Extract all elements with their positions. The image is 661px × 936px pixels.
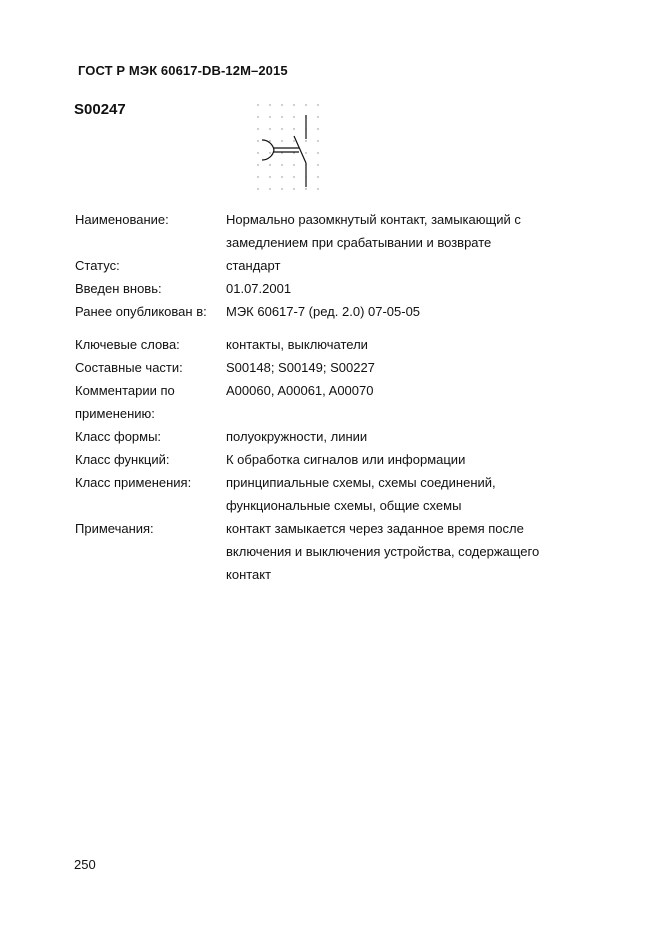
contact-symbol-lines [262,115,306,187]
field-value: полуокружности, линии [226,429,368,444]
grid-dot [305,104,306,105]
symbol-figure [252,99,324,195]
grid-dot [269,116,270,117]
grid-dot [317,164,318,165]
grid-dot [269,128,270,129]
contact-symbol-drawing [252,99,324,195]
grid-dot [293,164,294,165]
grid-dot [269,104,270,105]
field-label: применению: [75,406,155,421]
grid-dot [305,152,306,153]
grid-dot [305,188,306,189]
field-label: Комментарии по [75,383,175,398]
field-value: 01.07.2001 [226,281,292,296]
field-value: Нормально разомкнутый контакт, замыкающий с [226,212,521,227]
field-label: Наименование: [75,212,169,227]
grid-dot [257,164,258,165]
grid-dot [269,140,270,141]
grid-dot [257,176,258,177]
grid-dot [317,188,318,189]
grid-dot [257,140,258,141]
field-label: Введен вновь: [75,281,162,296]
grid-dot [281,164,282,165]
field-label: Класс применения: [75,475,192,490]
field-value: замедлением при срабатывании и возврате [226,235,492,250]
field-label: Класс функций: [75,452,170,467]
grid-dot [257,188,258,189]
grid-dot [281,188,282,189]
grid-dot [257,152,258,153]
field-value: A00060, A00061, A00070 [226,383,374,398]
field-value: контакт замыкается через заданное время после [226,521,524,536]
field-value: МЭК 60617-7 (ред. 2.0) 07-05-05 [226,304,421,319]
field-label: Класс формы: [75,429,162,444]
grid-dot [281,176,282,177]
grid-dot [293,188,294,189]
grid-dot [257,104,258,105]
field-value: К обработка сигналов или информации [226,452,466,467]
grid-dot [281,140,282,141]
grid-dot [281,116,282,117]
grid-dots [257,104,318,189]
grid-dot [317,152,318,153]
field-value: контакт [226,567,272,582]
grid-dot [257,116,258,117]
grid-dot [317,176,318,177]
grid-dot [281,104,282,105]
grid-dot [269,164,270,165]
field-label: Ранее опубликован в: [75,304,207,319]
field-label: Статус: [75,258,120,273]
field-label: Ключевые слова: [75,337,180,352]
field-value: функциональные схемы, общие схемы [226,498,462,513]
grid-dot [257,128,258,129]
grid-dot [317,128,318,129]
grid-dot [293,128,294,129]
grid-dot [317,104,318,105]
document-header: ГОСТ Р МЭК 60617-DB-12M–2015 [78,63,288,78]
delay-arc-lower [262,150,274,160]
grid-dot [269,188,270,189]
grid-dot [317,140,318,141]
grid-dot [293,104,294,105]
field-value: контакты, выключатели [226,337,368,352]
field-value: S00148; S00149; S00227 [226,360,375,375]
grid-dot [293,140,294,141]
field-value: стандарт [226,258,281,273]
field-value: принципиальные схемы, схемы соединений, [226,475,496,490]
grid-dot [281,128,282,129]
grid-dot [269,152,270,153]
page-number: 250 [74,857,96,872]
grid-dot [317,116,318,117]
contact-blade-line [294,136,306,163]
grid-dot [305,140,306,141]
delay-arc-upper [262,140,274,150]
field-value: включения и выключения устройства, содержащего [226,544,540,559]
field-label: Примечания: [75,521,154,536]
grid-dot [293,176,294,177]
grid-dot [269,176,270,177]
field-label: Составные части: [75,360,183,375]
symbol-code: S00247 [74,101,126,118]
grid-dot [293,116,294,117]
